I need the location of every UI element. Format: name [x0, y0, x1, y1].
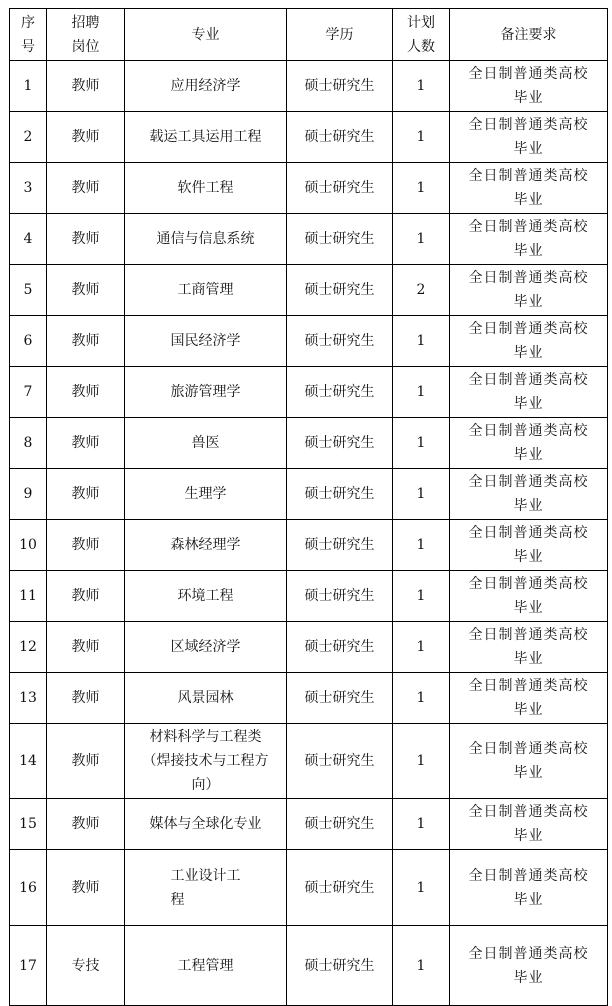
- cell-degree: 硕士研究生: [287, 112, 393, 163]
- cell-major: 工程管理: [125, 926, 287, 1006]
- cell-remark: 全日制普通类高校 毕业: [450, 799, 608, 850]
- cell-post: 教师: [47, 112, 125, 163]
- cell-degree: 硕士研究生: [287, 61, 393, 112]
- cell-count: 1: [393, 520, 450, 571]
- header-post: 招聘 岗位: [47, 9, 125, 61]
- cell-major: 兽医: [125, 418, 287, 469]
- table-row: [10, 673, 608, 724]
- table-row: [10, 112, 608, 163]
- cell-post: 教师: [47, 265, 125, 316]
- cell-major: 工业设计工 程: [125, 850, 287, 926]
- table-row: [10, 571, 608, 622]
- header-major: 专业: [125, 9, 287, 61]
- cell-remark: 全日制普通类高校 毕业: [450, 724, 608, 799]
- cell-major: 软件工程: [125, 163, 287, 214]
- cell-seq: 12: [10, 622, 47, 673]
- cell-remark: 全日制普通类高校 毕业: [450, 622, 608, 673]
- cell-degree: 硕士研究生: [287, 673, 393, 724]
- cell-seq: 8: [10, 418, 47, 469]
- table-row: [10, 926, 608, 1006]
- cell-seq: 16: [10, 850, 47, 926]
- cell-count: 1: [393, 926, 450, 1006]
- cell-remark: 全日制普通类高校 毕业: [450, 418, 608, 469]
- cell-seq: 17: [10, 926, 47, 1006]
- table-row: [10, 469, 608, 520]
- cell-major: 材料科学与工程类 （焊接技术与工程方 向）: [125, 724, 287, 799]
- cell-count: 1: [393, 112, 450, 163]
- cell-degree: 硕士研究生: [287, 163, 393, 214]
- cell-post: 教师: [47, 571, 125, 622]
- cell-degree: 硕士研究生: [287, 520, 393, 571]
- cell-count: 1: [393, 673, 450, 724]
- cell-remark: 全日制普通类高校 毕业: [450, 469, 608, 520]
- cell-major: 载运工具运用工程: [125, 112, 287, 163]
- cell-post: 教师: [47, 61, 125, 112]
- cell-seq: 9: [10, 469, 47, 520]
- cell-major: 国民经济学: [125, 316, 287, 367]
- cell-remark: 全日制普通类高校 毕业: [450, 163, 608, 214]
- cell-major: 媒体与全球化专业: [125, 799, 287, 850]
- cell-major: 应用经济学: [125, 61, 287, 112]
- cell-seq: 1: [10, 61, 47, 112]
- table-row: [10, 214, 608, 265]
- cell-post: 教师: [47, 520, 125, 571]
- cell-post: 教师: [47, 367, 125, 418]
- table-row: [10, 265, 608, 316]
- cell-count: 1: [393, 799, 450, 850]
- cell-seq: 14: [10, 724, 47, 799]
- table-row: [10, 163, 608, 214]
- table-row: [10, 367, 608, 418]
- cell-degree: 硕士研究生: [287, 214, 393, 265]
- cell-degree: 硕士研究生: [287, 265, 393, 316]
- cell-seq: 15: [10, 799, 47, 850]
- cell-count: 1: [393, 850, 450, 926]
- cell-remark: 全日制普通类高校 毕业: [450, 265, 608, 316]
- cell-post: 教师: [47, 469, 125, 520]
- cell-degree: 硕士研究生: [287, 622, 393, 673]
- cell-remark: 全日制普通类高校 毕业: [450, 214, 608, 265]
- cell-major: 旅游管理学: [125, 367, 287, 418]
- cell-remark: 全日制普通类高校 毕业: [450, 316, 608, 367]
- cell-remark: 全日制普通类高校 毕业: [450, 520, 608, 571]
- cell-seq: 3: [10, 163, 47, 214]
- cell-degree: 硕士研究生: [287, 316, 393, 367]
- table-row: [10, 418, 608, 469]
- table-row: [10, 316, 608, 367]
- cell-seq: 7: [10, 367, 47, 418]
- cell-major: 通信与信息系统: [125, 214, 287, 265]
- cell-post: 教师: [47, 850, 125, 926]
- cell-post: 教师: [47, 316, 125, 367]
- cell-seq: 5: [10, 265, 47, 316]
- header-seq: 序 号: [10, 9, 47, 61]
- cell-degree: 硕士研究生: [287, 367, 393, 418]
- table-row: [10, 61, 608, 112]
- cell-degree: 硕士研究生: [287, 418, 393, 469]
- cell-count: 1: [393, 469, 450, 520]
- cell-count: 1: [393, 724, 450, 799]
- cell-remark: 全日制普通类高校 毕业: [450, 367, 608, 418]
- cell-post: 教师: [47, 418, 125, 469]
- cell-seq: 6: [10, 316, 47, 367]
- cell-degree: 硕士研究生: [287, 724, 393, 799]
- cell-remark: 全日制普通类高校 毕业: [450, 61, 608, 112]
- cell-post: 教师: [47, 673, 125, 724]
- cell-major: 森林经理学: [125, 520, 287, 571]
- header-count: 计划 人数: [393, 9, 450, 61]
- header-degree: 学历: [287, 9, 393, 61]
- table-row: [10, 799, 608, 850]
- cell-count: 1: [393, 316, 450, 367]
- table-row: [10, 724, 608, 799]
- cell-count: 1: [393, 367, 450, 418]
- table-row: [10, 622, 608, 673]
- cell-remark: 全日制普通类高校 毕业: [450, 571, 608, 622]
- cell-post: 教师: [47, 799, 125, 850]
- cell-seq: 10: [10, 520, 47, 571]
- cell-count: 1: [393, 622, 450, 673]
- cell-count: 1: [393, 571, 450, 622]
- cell-degree: 硕士研究生: [287, 850, 393, 926]
- cell-remark: 全日制普通类高校 毕业: [450, 673, 608, 724]
- header-remark: 备注要求: [450, 9, 608, 61]
- cell-major: 环境工程: [125, 571, 287, 622]
- cell-degree: 硕士研究生: [287, 926, 393, 1006]
- cell-major: 区域经济学: [125, 622, 287, 673]
- cell-major: 工商管理: [125, 265, 287, 316]
- table-body: [10, 61, 608, 1006]
- cell-count: 1: [393, 61, 450, 112]
- table-header: [10, 9, 608, 61]
- cell-remark: 全日制普通类高校 毕业: [450, 112, 608, 163]
- recruitment-table: [9, 8, 608, 1006]
- cell-major: 风景园林: [125, 673, 287, 724]
- table-row: [10, 850, 608, 926]
- cell-post: 教师: [47, 214, 125, 265]
- table-row: [10, 520, 608, 571]
- cell-seq: 2: [10, 112, 47, 163]
- cell-seq: 11: [10, 571, 47, 622]
- cell-count: 1: [393, 418, 450, 469]
- cell-post: 教师: [47, 622, 125, 673]
- cell-post: 专技: [47, 926, 125, 1006]
- cell-degree: 硕士研究生: [287, 469, 393, 520]
- cell-remark: 全日制普通类高校 毕业: [450, 850, 608, 926]
- cell-remark: 全日制普通类高校 毕业: [450, 926, 608, 1006]
- cell-post: 教师: [47, 724, 125, 799]
- cell-seq: 13: [10, 673, 47, 724]
- cell-degree: 硕士研究生: [287, 571, 393, 622]
- cell-major: 生理学: [125, 469, 287, 520]
- cell-post: 教师: [47, 163, 125, 214]
- cell-seq: 4: [10, 214, 47, 265]
- cell-count: 2: [393, 265, 450, 316]
- cell-count: 1: [393, 214, 450, 265]
- cell-degree: 硕士研究生: [287, 799, 393, 850]
- cell-count: 1: [393, 163, 450, 214]
